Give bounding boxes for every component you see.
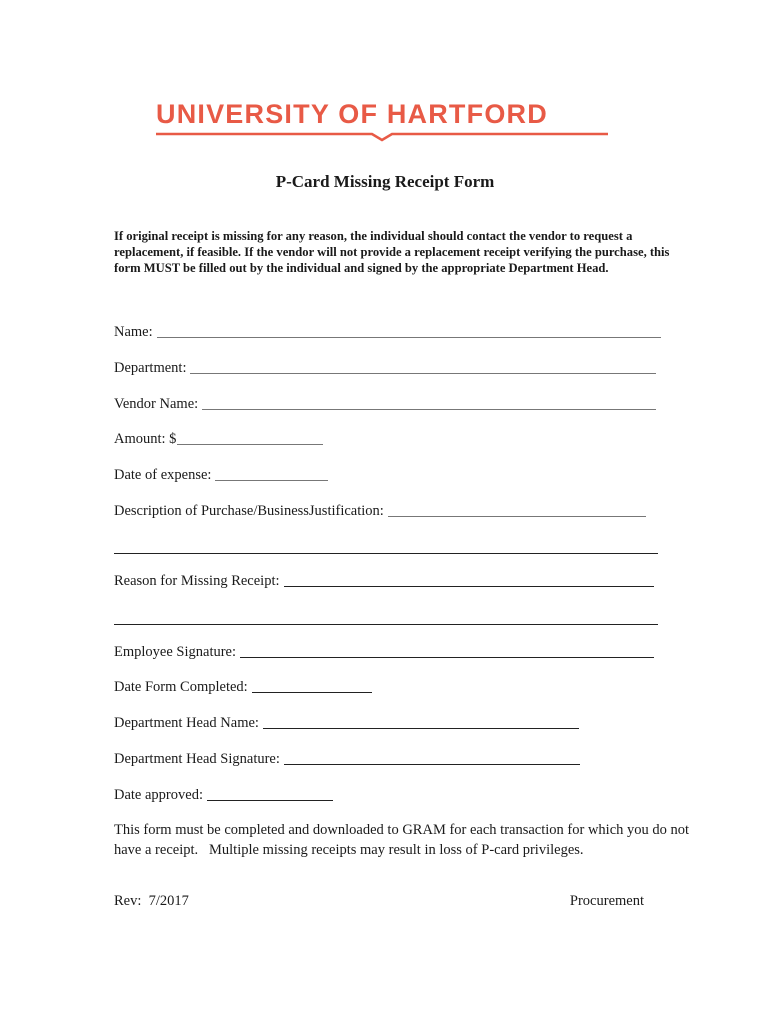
description-extra-line[interactable] xyxy=(114,553,658,554)
logo-wordmark: UNIVERSITY OF HARTFORD xyxy=(156,99,548,129)
vendor-name-label: Vendor Name: xyxy=(114,396,199,412)
dept-head-name-blank[interactable] xyxy=(263,714,579,729)
description-label: Description of Purchase/BusinessJustification: xyxy=(114,503,384,519)
date-completed-field[interactable] xyxy=(114,678,372,696)
department-label: Department: xyxy=(114,360,187,376)
dept-head-name-field[interactable] xyxy=(114,714,579,732)
date-completed-blank[interactable] xyxy=(252,678,372,693)
department-footer: Procurement xyxy=(569,893,644,909)
date-approved-field[interactable] xyxy=(114,786,333,804)
employee-signature-field[interactable] xyxy=(114,643,654,661)
date-completed-label: Date Form Completed: xyxy=(114,679,248,695)
university-logo xyxy=(156,98,608,130)
department-blank[interactable] xyxy=(190,359,656,374)
revision-label: Rev: 7/2017 xyxy=(114,893,189,909)
dept-head-name-label: Department Head Name: xyxy=(114,715,259,731)
department-field[interactable] xyxy=(114,359,656,377)
employee-signature-label: Employee Signature: xyxy=(114,644,237,660)
reason-label: Reason for Missing Receipt: xyxy=(114,573,280,589)
reason-extra-line[interactable] xyxy=(114,624,658,625)
amount-field[interactable] xyxy=(114,430,323,448)
description-blank[interactable] xyxy=(388,502,646,517)
reason-blank[interactable] xyxy=(284,572,654,587)
form-title: P-Card Missing Receipt Form xyxy=(275,172,495,191)
submission-note: This form must be completed and downloaded to GRAM for each transaction for which you do not have a receipt. Multiple missing receipts may result in loss of P-card privileges. xyxy=(114,822,693,858)
date-of-expense-field[interactable] xyxy=(114,466,328,484)
reason-field[interactable] xyxy=(114,572,654,590)
dept-head-signature-field[interactable] xyxy=(114,750,580,768)
date-of-expense-label: Date of expense: xyxy=(114,467,212,483)
dept-head-signature-blank[interactable] xyxy=(284,750,580,765)
amount-label: Amount: $ xyxy=(114,431,177,447)
employee-signature-blank[interactable] xyxy=(240,643,654,658)
date-of-expense-blank[interactable] xyxy=(215,466,328,481)
name-blank[interactable] xyxy=(157,323,661,338)
vendor-name-field[interactable] xyxy=(114,395,656,413)
logo-underline-chevron xyxy=(156,132,608,142)
date-approved-label: Date approved: xyxy=(114,787,203,803)
description-field[interactable] xyxy=(114,502,646,520)
name-label: Name: xyxy=(114,324,153,340)
vendor-name-blank[interactable] xyxy=(202,395,656,410)
dept-head-signature-label: Department Head Signature: xyxy=(114,751,280,767)
amount-blank[interactable] xyxy=(177,430,323,445)
date-approved-blank[interactable] xyxy=(207,786,333,801)
name-field[interactable] xyxy=(114,323,661,341)
form-instructions: If original receipt is missing for any reason, the individual should contact the vendor to request a replacement, if feasible. If the vendor will not provide a replacement receipt verifying the purchase, this form MUST be filled out by the individual and signed by the appropriate Department Head. xyxy=(114,229,670,275)
